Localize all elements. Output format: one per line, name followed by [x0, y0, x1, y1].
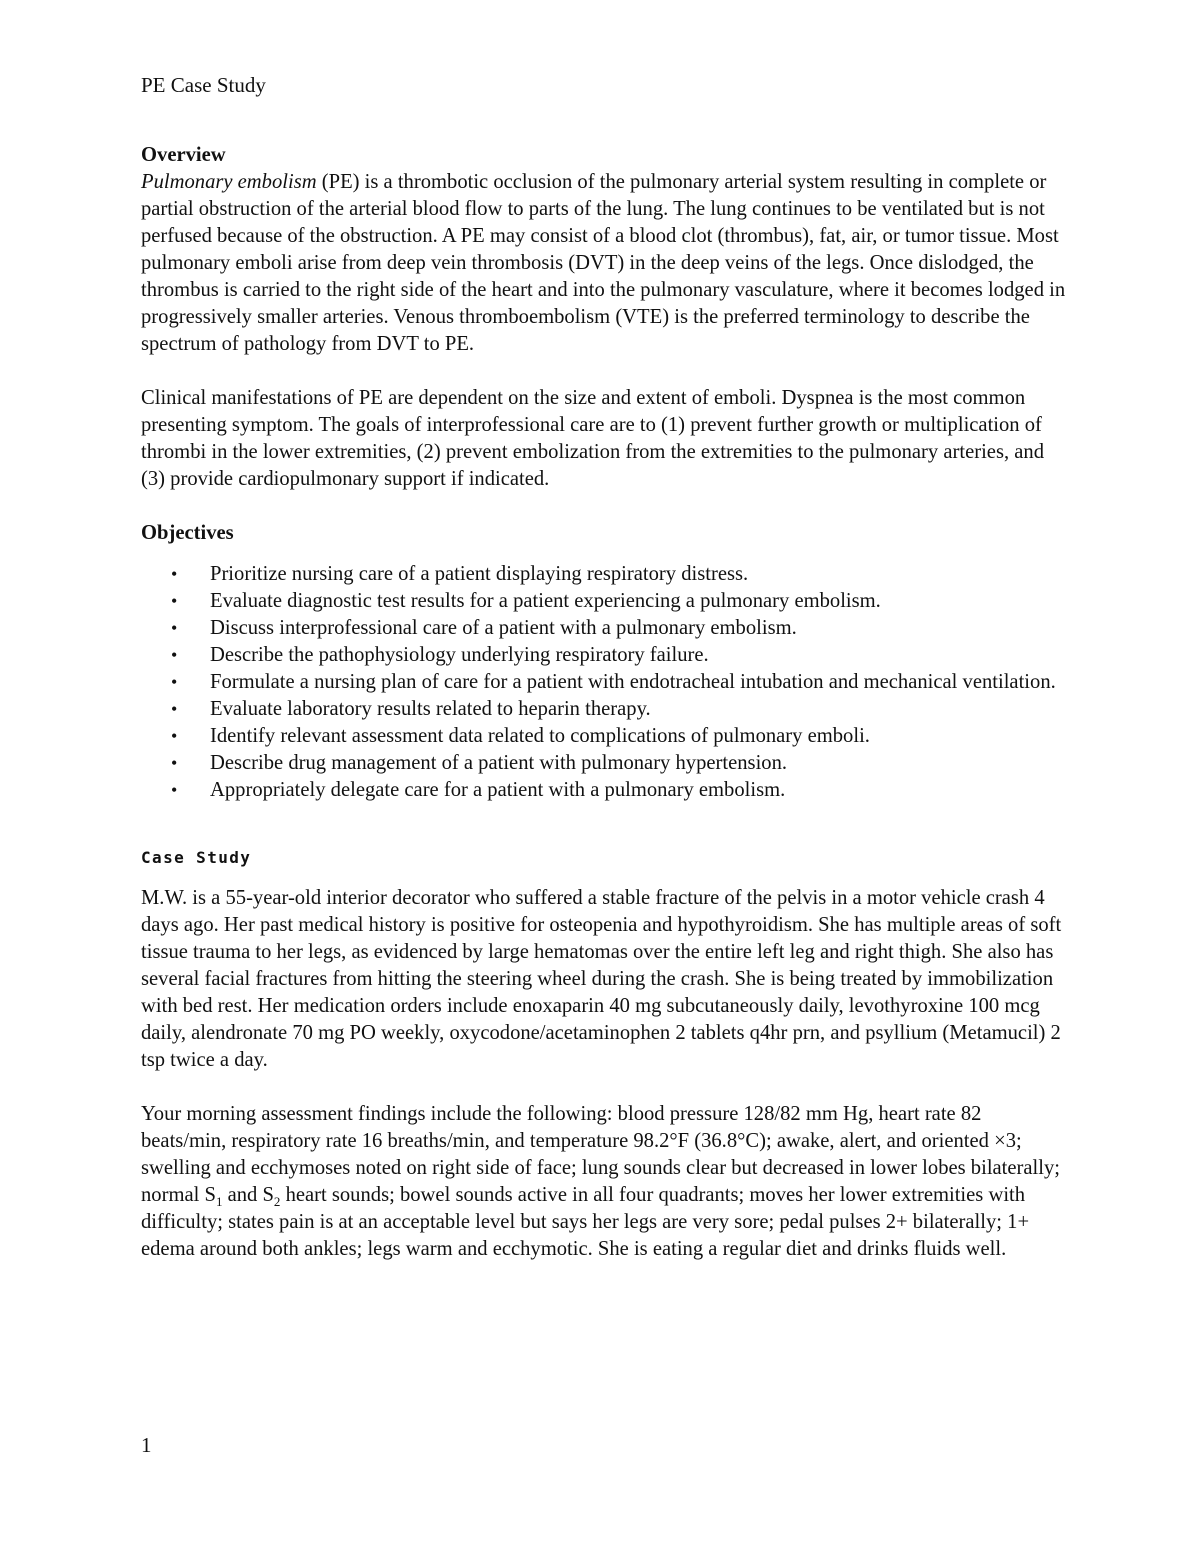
case-study-heading: Case Study — [141, 848, 252, 867]
objective-item: • Evaluate diagnostic test results for a patient experiencing a pulmonary embolism. — [141, 588, 1066, 615]
objective-item: • Describe the pathophysiology underlying respiratory failure. — [141, 642, 1066, 669]
objective-item: • Formulate a nursing plan of care for a patient with endotracheal intubation and mechanical ventilation. — [141, 669, 1066, 696]
objective-item: • Evaluate laboratory results related to heparin therapy. — [141, 696, 1066, 723]
objectives-heading: Objectives — [141, 522, 234, 544]
page-number: 1 — [141, 1433, 152, 1457]
case-study-paragraph-2: Your morning assessment findings include the following: blood pressure 128/82 mm Hg, heart rate 82 beats/min, respiratory rate 16 breaths/min, and temperature 98.2°F (36.8°C); awake, alert, and oriented ×3; swelling and ecchymoses noted on right side of face; lung sounds clear but decreased in lower lobes bilaterally; normal $S_1$ and $S_2$ heart sounds; bowel sounds active in all four quadrants; moves her lower extremities with difficulty; states pain is at an acceptable level but says her legs are very sore; pedal pulses 2+ bilaterally; 1+ edema around both ankles; legs warm and ecchymotic. She is eating a regular diet and drinks fluids well. — [141, 1103, 1061, 1260]
objective-item: • Describe drug management of a patient with pulmonary hypertension. — [141, 750, 1066, 777]
overview-heading: Overview — [141, 144, 226, 166]
objective-item: • Appropriately delegate care for a patient with a pulmonary embolism. — [141, 777, 1066, 804]
bullet-icon: • — [171, 618, 178, 638]
bullet-icon: • — [171, 780, 178, 800]
overview-term: Pulmonary embolism — [141, 171, 317, 193]
case-study-paragraph-1: M.W. is a 55-year-old interior decorator who suffered a stable fracture of the pelvis in a motor vehicle crash 4 days ago. Her past medical history is positive for osteopenia and hypothyroidism. She has multiple areas of soft tissue trauma to her legs, as evidenced by large hematomas over the entire left leg and right thigh. She also has several facial fractures from hitting the steering wheel during the crash. She is being treated by immobilization with bed rest. Her medication orders include enoxaparin 40 mg subcutaneously daily, levothyroxine 100 mcg daily, alendronate 70 mg PO weekly, oxycodone/acetaminophen 2 tablets q4hr prn, and psyllium (Metamucil) 2 tsp twice a day. — [141, 887, 1062, 1071]
bullet-icon: • — [171, 699, 178, 719]
bullet-icon: • — [171, 645, 178, 665]
bullet-icon: • — [171, 564, 178, 584]
objectives-list — [141, 561, 1066, 804]
bullet-icon: • — [171, 672, 178, 692]
overview-paragraph-1 — [141, 169, 1066, 358]
document-title: PE Case Study — [141, 73, 266, 97]
objective-item: • Identify relevant assessment data related to complications of pulmonary emboli. — [141, 723, 1066, 750]
bullet-icon: • — [171, 726, 178, 746]
overview-paragraph-2: Clinical manifestations of PE are dependent on the size and extent of emboli. Dyspnea is the most common presenting symptom. The goals of interprofessional care are to (1) prevent further growth or multiplication of thrombi in the lower extremities, (2) prevent embolization from the extremities to the pulmonary arteries, and (3) provide cardiopulmonary support if indicated. — [141, 387, 1044, 490]
document-body — [141, 142, 1066, 1263]
bullet-icon: • — [171, 753, 178, 773]
overview-paragraph-1-text: (PE) is a thrombotic occlusion of the pulmonary arterial system resulting in complete or partial obstruction of the arterial blood flow to parts of the lung. The lung continues to be ventilated but is not perfused because of the obstruction. A PE may consist of a blood clot (thrombus), fat, air, or tumor tissue. Most pulmonary emboli arise from deep vein thrombosis (DVT) in the deep veins of the legs. Once dislodged, the thrombus is carried to the right side of the heart and into the pulmonary vasculature, where it becomes lodged in progressively smaller arteries. Venous thromboembolism (VTE) is the preferred terminology to describe the spectrum of pathology from DVT to PE. — [141, 171, 1066, 355]
bullet-icon: • — [171, 591, 178, 611]
objective-item: • Prioritize nursing care of a patient displaying respiratory distress. — [141, 561, 1066, 588]
objective-item: • Discuss interprofessional care of a patient with a pulmonary embolism. — [141, 615, 1066, 642]
